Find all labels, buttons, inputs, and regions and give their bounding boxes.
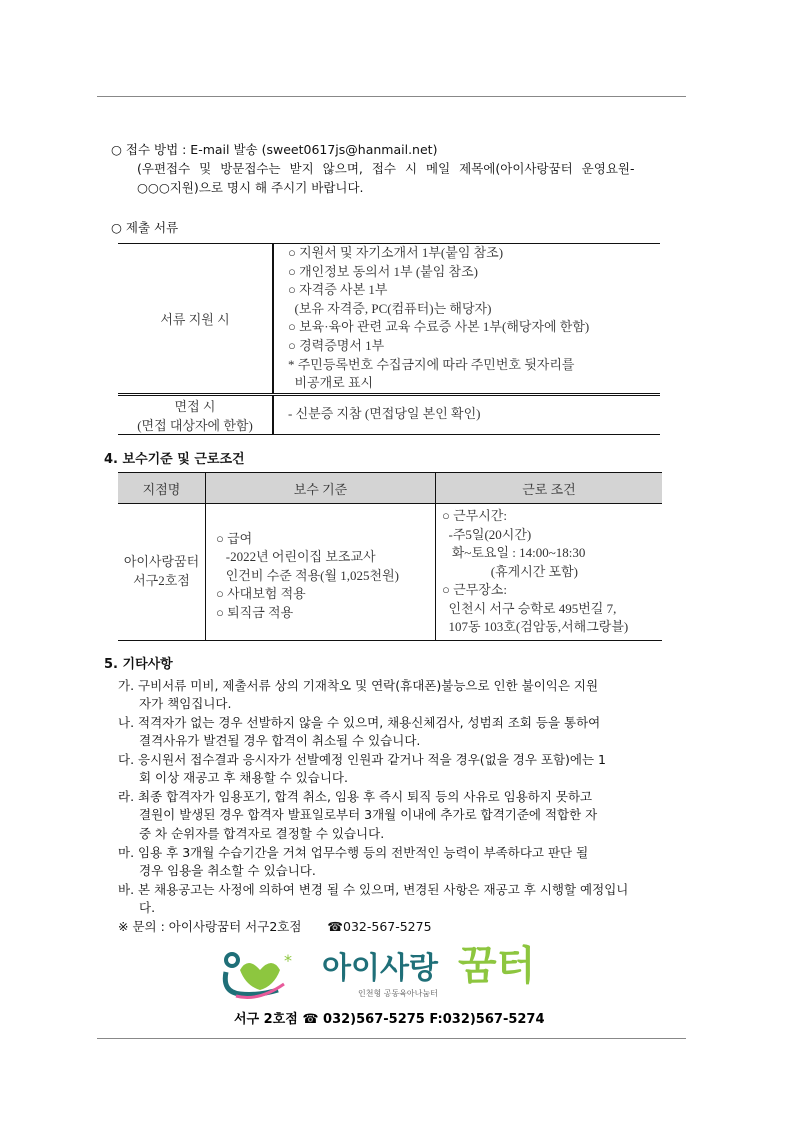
- docs-heading: ○ 제출 서류: [111, 220, 179, 235]
- contact-phone: ☎032-567-5275: [327, 919, 432, 934]
- condition-line: (휴게시간 포함): [442, 563, 579, 579]
- conditions-cell: [436, 504, 663, 641]
- footer-rule: [97, 1038, 686, 1039]
- table-row: [118, 394, 660, 434]
- svg-text:*: *: [284, 951, 292, 970]
- row-label: [118, 394, 273, 434]
- label-line: (면접 대상자에 한함): [137, 417, 253, 433]
- list-item: ○ 자격증 사본 1부: [288, 282, 388, 298]
- submission-method: ○ 접수 방법 : E-mail 발송 (sweet0617js@hanmail.net): [111, 142, 438, 157]
- row-items: [273, 394, 660, 434]
- label-line: 면접 시: [174, 398, 216, 414]
- logo-footer: 서구 2호점 ☎ 032)567-5275 F:032)567-5274: [234, 1012, 545, 1027]
- notice-item-cont: 회 이상 재공고 후 채용할 수 있습니다.: [139, 770, 348, 785]
- logo-name: 아이사랑: [322, 951, 438, 986]
- table-header-row: [118, 473, 662, 504]
- list-item: 비공개로 표시: [288, 375, 374, 391]
- table-row: [118, 504, 662, 641]
- contact-line: [118, 918, 432, 936]
- notice-item-ba: 바. 본 채용공고는 사정에 의하여 변경 될 수 있으며, 변경된 사항은 재공고 후 시행할 예정입니: [118, 882, 629, 897]
- submission-note-line1: [137, 160, 678, 178]
- row-items: [273, 244, 660, 395]
- pay-line: ○ 퇴직금 적용: [216, 604, 294, 620]
- list-item: ○ 경력증명서 1부: [288, 337, 385, 353]
- notice-item-ga: 가. 구비서류 미비, 제출서류 상의 기재착오 및 연락(휴대폰)불능으로 인한 불이익은 지원: [118, 678, 599, 693]
- column-header: 지점명: [118, 473, 206, 504]
- notice-item-na: 나. 적격자가 없는 경우 선발하지 않을 수 있으며, 채용신체검사, 성범죄 조회 등을 통하여: [118, 715, 601, 730]
- header-rule: [97, 96, 686, 97]
- pay-line: 인건비 수준 적용(월 1,025천원): [216, 567, 399, 583]
- condition-line: 인천시 서구 승학로 495번길 7,: [442, 600, 617, 616]
- notice-item-da: 다. 응시원서 접수결과 응시자가 선발예정 인원과 같거나 적을 경우(없을 경우 포함)에는 1: [118, 752, 607, 767]
- contact-label: ※ 문의 : 아이사랑꿈터 서구2호점: [118, 919, 302, 934]
- notice-item-cont: 다.: [139, 900, 156, 915]
- condition-line: ○ 근무장소:: [442, 582, 507, 598]
- condition-line: ○ 근무시간:: [442, 507, 507, 523]
- logo-tagline: 인천형 공동육아나눔터: [358, 989, 438, 998]
- list-item: ○ 개인정보 동의서 1부 (붙임 참조): [288, 263, 478, 279]
- list-item: ○ 보육·육아 관련 교육 수료증 사본 1부(해당자에 한함): [288, 319, 590, 335]
- branch-line: 서구2호점: [133, 573, 190, 588]
- pay-cell: [206, 504, 436, 641]
- logo-mark-icon: [218, 948, 298, 1004]
- logo-name-accent: 꿈터: [458, 943, 536, 989]
- list-item: * 주민등록번호 수집금지에 따라 주민번호 뒷자리를: [288, 356, 575, 372]
- documents-table: [118, 243, 660, 435]
- submission-note-line2: ○○○지원)으로 명시 해 주시기 바랍니다.: [137, 180, 364, 195]
- condition-line: 107동 103호(검암동,서해그랑블): [442, 619, 629, 635]
- row-label: 서류 지원 시: [118, 244, 273, 395]
- table-row: [118, 244, 660, 395]
- branch-line: 아이사랑꿈터: [123, 554, 200, 570]
- notice-item-cont: 중 차 순위자를 합격자로 결정할 수 있습니다.: [139, 826, 385, 841]
- note-text: (우편접수 및 방문접수는 받지 않으며, 접수 시 메일 제목에(아이사랑꿈터 운영요원-: [137, 161, 635, 176]
- list-item: (보유 자격증, PC(컴퓨터)는 해당자): [288, 300, 492, 316]
- list-item: ○ 지원서 및 자기소개서 1부(붙임 참조): [288, 245, 504, 260]
- condition-line: 화~토요일 : 14:00~18:30: [442, 545, 586, 561]
- section5-heading: 5. 기타사항: [104, 657, 173, 672]
- section4-heading: 4. 보수기준 및 근로조건: [104, 452, 245, 467]
- notice-item-cont: 경우 임용을 취소할 수 있습니다.: [139, 863, 316, 878]
- pay-conditions-table: [118, 472, 662, 641]
- column-header: 보수 기준: [206, 473, 436, 504]
- pay-line: ○ 사대보험 적용: [216, 586, 306, 602]
- notice-item-ma: 마. 임용 후 3개월 수습기간을 거쳐 업무수행 등의 전반적인 능력이 부족하다고 판단 될: [118, 845, 589, 860]
- aisarang-logo: [218, 943, 573, 1028]
- notice-item-ra: 라. 최종 합격자가 임용포기, 합격 취소, 임용 후 즉시 퇴직 등의 사유로 임용하지 못하고: [118, 789, 593, 804]
- notice-item-cont: 결원이 발생된 경우 합격자 발표일로부터 3개월 이내에 추가로 합격기준에 적합한 자: [139, 807, 598, 822]
- condition-line: -주5일(20시간): [442, 526, 532, 542]
- pay-line: ○ 급여: [216, 530, 253, 546]
- notice-item-cont: 결격사유가 발견될 경우 합격이 취소될 수 있습니다.: [139, 733, 421, 748]
- column-header: 근로 조건: [436, 473, 663, 504]
- notice-item-cont: 자가 책임집니다.: [139, 696, 232, 711]
- list-item: - 신분증 지참 (면접당일 본인 확인): [288, 406, 481, 422]
- branch-cell: [118, 504, 206, 641]
- pay-line: -2022년 어린이집 보조교사: [216, 549, 376, 565]
